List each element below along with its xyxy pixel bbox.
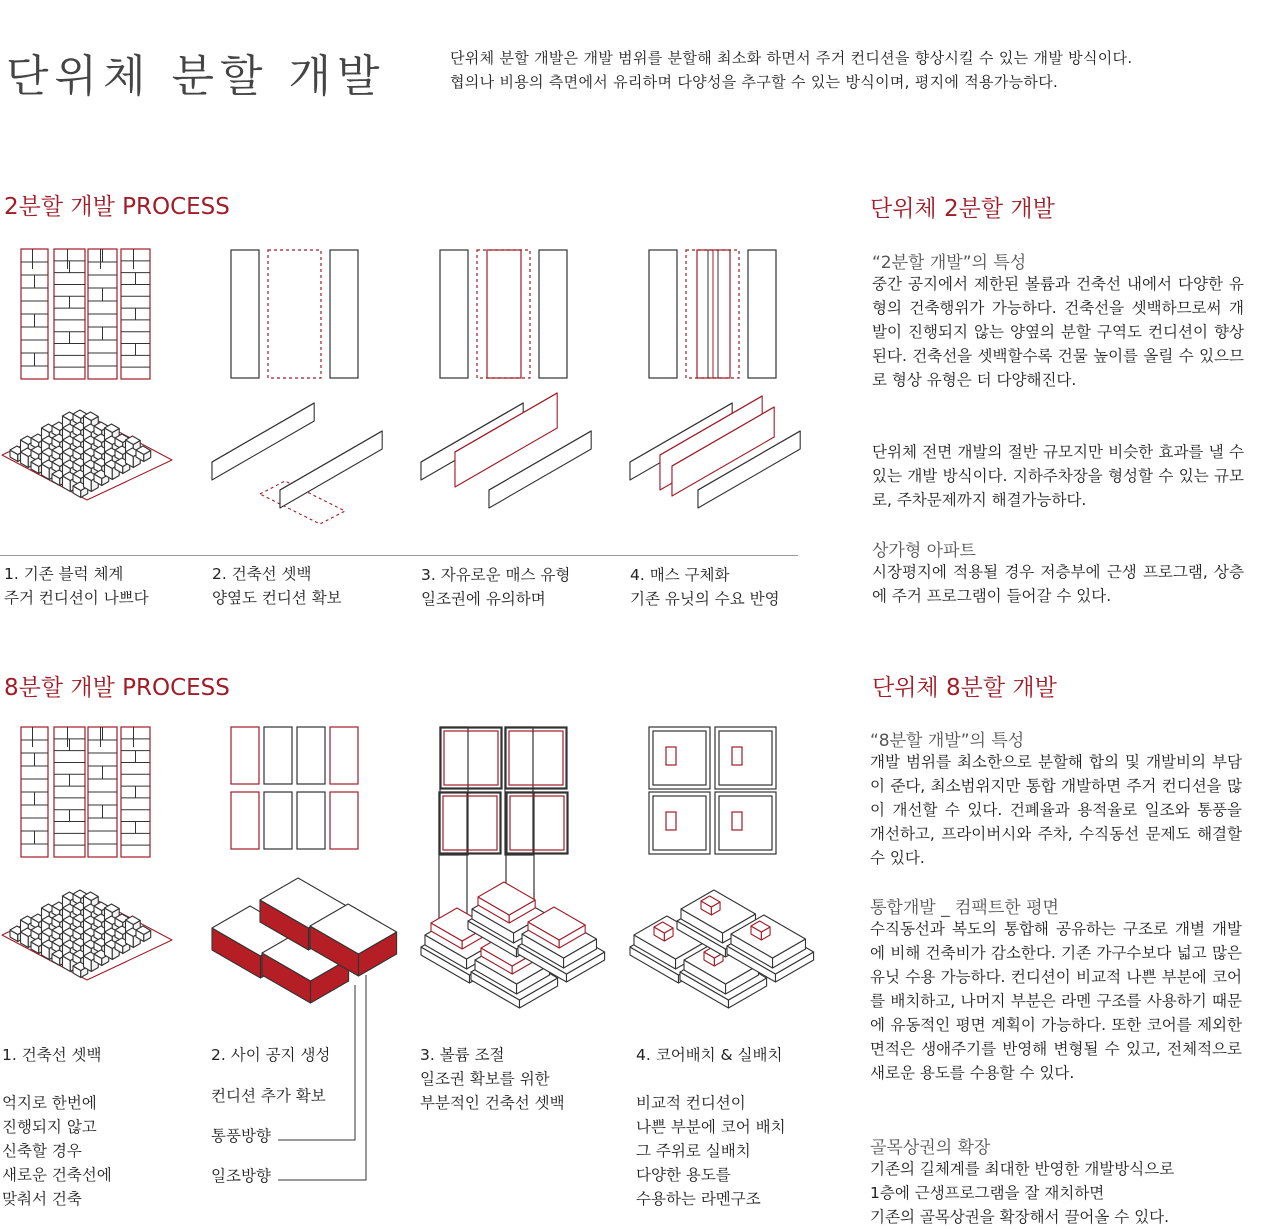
plan-rect (506, 728, 566, 788)
plan-rect (539, 250, 567, 378)
caption-title: 1. 건축선 셋백 (2, 1046, 102, 1064)
plan-rect (649, 727, 710, 789)
process8-step1-caption (2, 1043, 112, 1211)
caption-line: 주거 컨디션이 나쁘다 (4, 589, 149, 607)
caption-title: 4. 코어배치 & 실배치 (636, 1046, 783, 1064)
caption-line: 나쁜 부분에 코어 배치 (636, 1118, 786, 1136)
side2-heading: 단위체 2분할 개발 (870, 196, 1055, 222)
plan-rect (444, 731, 498, 785)
plan-rect (330, 792, 358, 849)
intro-text (450, 46, 1250, 94)
caption-line: 1. 기존 블럭 체계 (4, 565, 124, 583)
iso-mass-detail-2 (630, 396, 800, 508)
paragraph-line: 1층에 근생프로그램을 잘 재치하면 (870, 1184, 1105, 1202)
plan-rect (649, 250, 677, 378)
caption-line: 일조권에 유의하며 (421, 590, 546, 608)
process8-step2-title: 2. 사이 공지 생성 (211, 1046, 331, 1064)
side8-subheading: 골목상권의 확장 (870, 1138, 991, 1158)
caption-line: 다양한 용도를 (636, 1166, 731, 1184)
iso-gaps-8 (212, 878, 397, 1003)
plan-rect (506, 792, 568, 854)
caption-line: 수용하는 라멘구조 (636, 1190, 761, 1208)
plan-rect (719, 731, 772, 785)
plan-rect (510, 796, 564, 850)
process2-step2-caption (212, 562, 342, 610)
plan-rect (487, 250, 521, 378)
side8-subheading: “8분할 개발”의 특성 (870, 731, 1025, 751)
plan-rect (732, 812, 742, 830)
caption-line: 비교적 컨디션이 (636, 1094, 746, 1112)
plan-rect (477, 250, 530, 378)
plan-rect (440, 727, 502, 789)
plan-rect (439, 792, 501, 854)
intro-line: 협의나 비용의 측면에서 유리하며 다양성을 추구할 수 있는 방식이며, 평지에 적용가능하다. (450, 73, 1059, 91)
caption-line: 양옆도 컨디션 확보 (212, 589, 342, 607)
page-title: 단위체 분할 개발 (6, 51, 386, 102)
plan-rect (297, 727, 325, 784)
sun-direction-label: 일조방향 (211, 1167, 271, 1185)
iso-existing-blocks-2 (2, 410, 172, 500)
caption-line: 4. 매스 구체화 (630, 566, 730, 584)
paragraph-line: 기존의 골목상권을 확장해서 끌어올 수 있다. (870, 1208, 1170, 1226)
side8-paragraph: 개발 범위를 최소한으로 분할해 합의 및 개발비의 부담이 준다, 최소범위지만 통합 개발하면 주거 컨디션을 많이 개선할 수 있다. 건폐율과 용적율로 일조와 통풍을 개선하고, 프라이버시와 주차, 수직동선 문제도 해결할 수 있다. (870, 753, 1242, 867)
process8-step2-body: 컨디션 추가 확보 (211, 1087, 326, 1105)
plan-mass-detail-2 (649, 250, 776, 378)
plan-setback-2 (231, 250, 358, 378)
plan-rect (509, 731, 563, 785)
direction-leaders (278, 975, 366, 1180)
iso-side-face (280, 431, 382, 508)
caption-line: 3. 자유로운 매스 유형 (421, 566, 571, 584)
caption-line: 2. 건축선 셋백 (212, 565, 312, 583)
caption-line: 기존 유닛의 수요 반영 (630, 590, 780, 608)
iso-free-mass-2 (421, 393, 591, 508)
plan-rect (505, 727, 567, 789)
plan-rect (715, 792, 776, 854)
side8-subheading: 통합개발 _ 컴팩트한 평면 (870, 898, 1059, 918)
paragraph-line: 기존의 길체계를 최대한 반영한 개발방식으로 (870, 1160, 1175, 1178)
iso-side-face (212, 403, 314, 480)
side8-paragraph: 수직동선과 복도의 통합해 공유하는 구조로 개별 개발에 비해 건축비가 감소한다. 기존 가구수보다 넓고 많은 유닛 수용 가능하다. 컨디션이 비교적 나쁜 부분에 코어를 배치하고, 나머지 부분은 라멘 구조를 사용하기 때문에 유동적인 평면 계획이 가능하다. 또한 코어를 제외한 면적은 생애주기를 반영해 변형될 수 있고, 전체적으로 새로운 용도를 수용할 수 있다. (870, 920, 1242, 1082)
side8-paragraph (870, 1157, 1245, 1229)
plan-rect (666, 747, 676, 765)
iso-core-8 (630, 890, 814, 1008)
side2-subheading: “2분할 개발”의 특성 (872, 253, 1027, 273)
plan-rect (653, 731, 706, 785)
side2-paragraph: 시장평지에 적용될 경우 저층부에 근생 프로그램, 상층에 주거 프로그램이 들어갈 수 있다. (872, 563, 1244, 605)
plan-rect (732, 747, 742, 765)
process2-heading: 2분할 개발 PROCESS (4, 194, 230, 220)
plan-gaps-8 (231, 727, 358, 849)
caption-line: 억지로 한번에 (2, 1094, 97, 1112)
caption-line: 그 주위로 실배치 (636, 1142, 751, 1160)
intro-line: 단위체 분할 개발은 개발 범위를 분할해 최소화 하면서 주거 컨디션을 향상시킬 수 있는 개발 방식이다. (450, 49, 1133, 67)
caption-line: 일조권 확보를 위한 (420, 1070, 550, 1088)
process2-step1-caption (4, 562, 149, 610)
plan-rect (231, 250, 259, 378)
plan-free-mass-2 (440, 250, 567, 378)
plan-existing-blocks-2 (21, 249, 150, 379)
plan-rect (330, 250, 358, 378)
plan-existing-blocks-8 (21, 727, 150, 857)
plan-rect (264, 792, 292, 849)
plan-rect (264, 727, 292, 784)
iso-top-face (212, 403, 314, 462)
plan-rect (297, 792, 325, 849)
process2-step3-caption (421, 563, 570, 611)
side2-subheading: 상가형 아파트 (872, 541, 976, 561)
plan-rect (653, 796, 706, 850)
iso-volume-8 (421, 882, 605, 1008)
side2-paragraph: 중간 공지에서 제한된 볼륨과 건축선 내에서 다양한 유형의 건축행위가 가능하다. 건축선을 셋백하므로써 개발이 진행되지 않는 양옆의 분할 구역도 컨디션이 향상된다. 건축선을 셋백할수록 건물 높이를 올릴 수 있으므로 형상 유형은 더 다양해진다. (872, 275, 1244, 389)
wind-direction-label: 통풍방향 (211, 1127, 271, 1145)
plan-rect (719, 796, 772, 850)
plan-rect (715, 727, 776, 789)
iso-top-face (280, 431, 382, 490)
iso-existing-blocks-8 (2, 890, 172, 980)
process8-step3-caption (420, 1043, 565, 1115)
iso-setback-2 (211, 403, 382, 524)
side8-heading: 단위체 8분할 개발 (872, 675, 1057, 701)
plan-rect (443, 796, 497, 850)
plan-rect (441, 728, 501, 788)
plan-rect (666, 812, 676, 830)
caption-title: 3. 볼륨 조절 (420, 1046, 505, 1064)
plan-rect (231, 792, 259, 849)
plan-rect (330, 727, 358, 784)
plan-rect (231, 727, 259, 784)
caption-line: 신축할 경우 (2, 1142, 82, 1160)
plan-rect (507, 793, 567, 853)
caption-line: 부분적인 건축선 셋백 (420, 1094, 565, 1112)
plan-rect (440, 250, 468, 378)
process2-step4-caption (630, 563, 780, 611)
process8-step4-caption (636, 1043, 786, 1211)
plan-rect (748, 250, 776, 378)
process8-heading: 8분할 개발 PROCESS (4, 675, 230, 701)
plan-rect (649, 792, 710, 854)
divider (0, 555, 798, 556)
plan-rect (268, 250, 321, 378)
plan-core-8 (649, 727, 776, 854)
side2-paragraph: 단위체 전면 개발의 절반 규모지만 비슷한 효과를 낼 수 있는 개발 방식이다. 지하주차장을 형성할 수 있는 규모로, 주차문제까지 해결가능하다. (872, 443, 1244, 509)
caption-line: 진행되지 않고 (2, 1118, 97, 1136)
caption-line: 새로운 건축선에 (2, 1166, 112, 1184)
caption-line: 맞춰서 건축 (2, 1190, 82, 1208)
plan-rect (440, 793, 500, 853)
sun-leader-line (278, 975, 366, 1180)
